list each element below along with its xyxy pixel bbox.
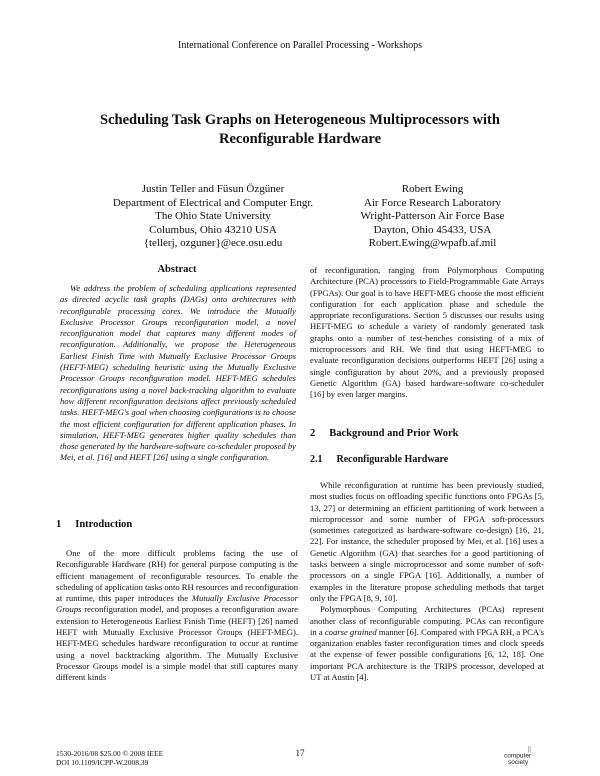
author-name: Robert Ewing	[401, 183, 464, 195]
intro-text-b: reconfiguration model, and proposes a reconfiguration aware extension to Heterogeneous Earliest Finish Time (HEFT) [26] named HEFT with Mutually Exclusive Processor Groups (HEFT-MEG). HEFT-MEG schedules hardware reconfiguration to occur at runtime using a novel backtracking algorithm. The Mutually Exclusive Processor Groups model is a simple model that still captures many different kinds	[56, 604, 298, 683]
author-city: Dayton, Ohio 45433, USA	[373, 223, 492, 236]
section-2-1-heading	[310, 454, 448, 465]
section-2-1-para-1: While reconfiguration at runtime has been previously studied, most studies focus on offloading specific functions onto FPGAs [5, 13, 27] or determining an efficient partitioning of work between a microprocessor and some number of FPGA soft-processors (sometimes categorized as hardware-software co-design) [16, 21, 22]. For instance, the scheduler proposed by Mei, et al. [16] uses a Genetic Algorithm (GA) that searches for a good partitioning of tasks between a single microprocessor and some number of soft-processors on a single FPGA [16]. Additionally, a number of examples in the literature propose scheduling methods that target only the FPGA [8, 9, 10].	[310, 480, 544, 603]
para2-text-b: manner [6]. Compared with FPGA RH, a PCA's organization enables faster reconfiguration times and clock speeds at the expense of fewer possible configurations [6, 12, 18]. One important PCA architecture is the TRIPS processor, developed at UT at Austin [4].	[310, 626, 545, 683]
section-2-1-body	[310, 480, 544, 683]
section-number: 2	[310, 428, 316, 439]
section-title: Introduction	[75, 519, 133, 530]
computer-society-logo	[498, 744, 546, 766]
right-column-top	[310, 265, 544, 401]
title-line-1: Scheduling Task Graphs on Heterogeneous Multiprocessors with	[100, 112, 500, 128]
author-base: Wright-Patterson Air Force Base	[360, 210, 505, 222]
author-email: {tellerj, ozguner}@ece.osu.edu	[143, 237, 283, 249]
page-number: 17	[295, 748, 305, 758]
author-email: Robert.Ewing@wpafb.af.mil	[368, 237, 497, 249]
intro-continued: of reconfiguration, ranging from Polymorphous Computing Architecture (PCA) processors to Field-Programmable Gate Arrays (FPGAs). Our goal is to have HEFT-MEG choose the most efficient configuration for each application phase and schedule the appropriate reconfigurations. Section 5 discusses our results using HEFT-MEG to schedule a variety of randomly generated task graphs onto a number of test-benches consisting of a mix of microprocessors and RH. We find that using HEFT-MEG to evaluate reconfiguration decisions outperforms HEFT [26] using a single configuration by about 20%, and a previously proposed Genetic Algorithm (GA) based hardware-software co-scheduler [16] by even larger margins.	[310, 265, 544, 400]
title-line-2: Reconfigurable Hardware	[218, 131, 382, 147]
abstract-heading: Abstract	[157, 264, 197, 275]
intro-paragraph	[56, 548, 298, 684]
logo-text-computer: computer	[504, 752, 532, 760]
section-number: 1	[56, 519, 62, 530]
abstract-body	[60, 283, 296, 464]
author-city: Columbus, Ohio 43210 USA	[149, 223, 277, 236]
doi-line: DOI 10.1109/ICPP-W.2008.39	[56, 758, 149, 767]
intro-body	[56, 548, 298, 684]
author-names: Justin Teller and Füsun Özgüner	[141, 183, 285, 195]
subsection-number: 2.1	[310, 454, 323, 465]
issn-line: 1530-2016/08 $25.00 © 2008 IEEE	[56, 749, 164, 758]
intro-text-a: One of the more difficult problems facing the use of Reconfigurable Hardware (RH) for general purpose computing is the efficient management of reconfigurable resources. To enable the scheduling of application tasks onto RH resources and reconfiguration at runtime, this paper introduces the	[56, 548, 298, 604]
author-univ: The Ohio State University	[155, 210, 271, 222]
para2-text-em: coarse grained	[324, 626, 377, 637]
paper-title	[40, 111, 560, 149]
intro-text-em: Mutually Exclusive Processor Groups	[56, 593, 298, 615]
logo-text-society: society	[508, 759, 529, 766]
section-title: Background and Prior Work	[329, 428, 459, 439]
author-dept: Department of Electrical and Computer Engr.	[112, 196, 314, 209]
conference-header: International Conference on Parallel Processing - Workshops	[178, 40, 422, 51]
author-block-right	[300, 183, 565, 251]
subsection-title: Reconfigurable Hardware	[336, 454, 449, 465]
author-org: Air Force Research Laboratory	[363, 196, 502, 209]
section-2-heading	[310, 428, 459, 439]
section-1-heading	[56, 519, 296, 530]
section-2-1-para-2	[310, 604, 544, 683]
abstract-text: We address the problem of scheduling applications represented as directed acyclic task graphs (DAGs) onto architectures with reconfigurable processing cores. We introduce the Mutually Exclusive Processor Groups reconfiguration model, a novel reconfiguration model that captures many different modes of reconfiguration. Additionally, we propose the Heterogeneous Earliest Finish Time with Mutually Exclusive Processor Groups (HEFT-MEG) scheduling heuristic using the Mutually Exclusive Processor Groups reconfiguration model. HEFT-MEG schedules reconfigurations using a novel back-tracking algorithm to evaluate how different reconfiguration decisions affect previously scheduled tasks. HEFT-MEG's goal when choosing configurations is to choose the most efficient configuration for different application phases. In simulation, HEFT-MEG generates higher quality schedules than those generated by the hardware-software co-scheduler proposed by Mei, et al. [16] and HEFT [26] using a single configuration.	[60, 283, 296, 463]
para2-text-a: Polymorphous Computing Architectures (PCAs) represent another class of reconfigurable computing. PCAs can reconfigure in a	[310, 604, 544, 637]
logo-mark-icon: ||	[528, 745, 531, 753]
